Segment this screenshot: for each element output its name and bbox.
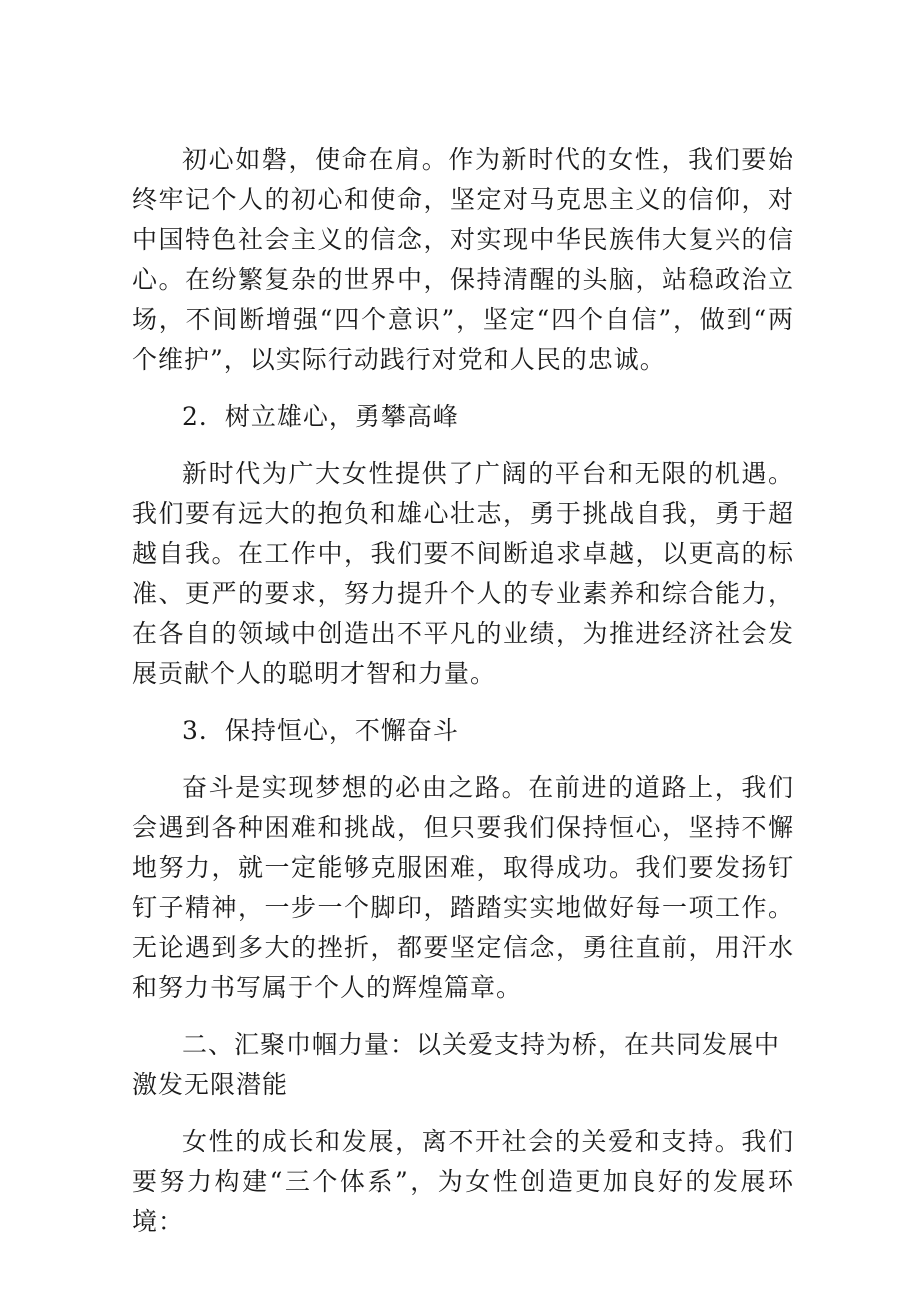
section-heading-two: 二、汇聚巾帼力量：以关爱支持为桥，在共同发展中激发无限潜能 (132, 1030, 781, 1099)
paragraph-original-aspiration: 初心如磐，使命在肩。作为新时代的女性，我们要始终牢记个人的初心和使命，坚定对马克思主义的信仰，对中国特色社会主义的信念，对实现中华民族伟大复兴的信心。在纷繁复杂的世界中，保持清醒的头脑，站稳政治立场，不间断增强“四个意识”，坚定“四个自信”，做到“两个维护”，以实际行动践行对党和人民的忠诚。 (132, 145, 794, 374)
paragraph-perseverance: 奋斗是实现梦想的必由之路。在前进的道路上，我们会遇到各种困难和挑战，但只要我们保持恒心，坚持不懈地努力，就一定能够克服困难，取得成功。我们要发扬钉钉子精神，一步一个脚印，踏踏实实地做好每一项工作。无论遇到多大的挫折，都要坚定信念，勇往直前，用汗水和努力书写属于个人的辉煌篇章。 (132, 773, 794, 1002)
subheading-perseverance: 3．保持恒心，不懈奋斗 (182, 716, 459, 745)
paragraph-ambition: 新时代为广大女性提供了广阔的平台和无限的机遇。我们要有远大的抱负和雄心壮志，勇于挑战自我，勇于超越自我。在工作中，我们要不间断追求卓越，以更高的标准、更严的要求，努力提升个人的专业素养和综合能力，在各自的领域中创造出不平凡的业绩，为推进经济社会发展贡献个人的聪明才智和力量。 (132, 459, 794, 688)
subheading-ambition: 2．树立雄心，勇攀高峰 (182, 402, 459, 431)
paragraph-care-support: 女性的成长和发展，离不开社会的关爱和支持。我们要努力构建“三个体系”，为女性创造更加良好的发展环境： (132, 1127, 794, 1236)
